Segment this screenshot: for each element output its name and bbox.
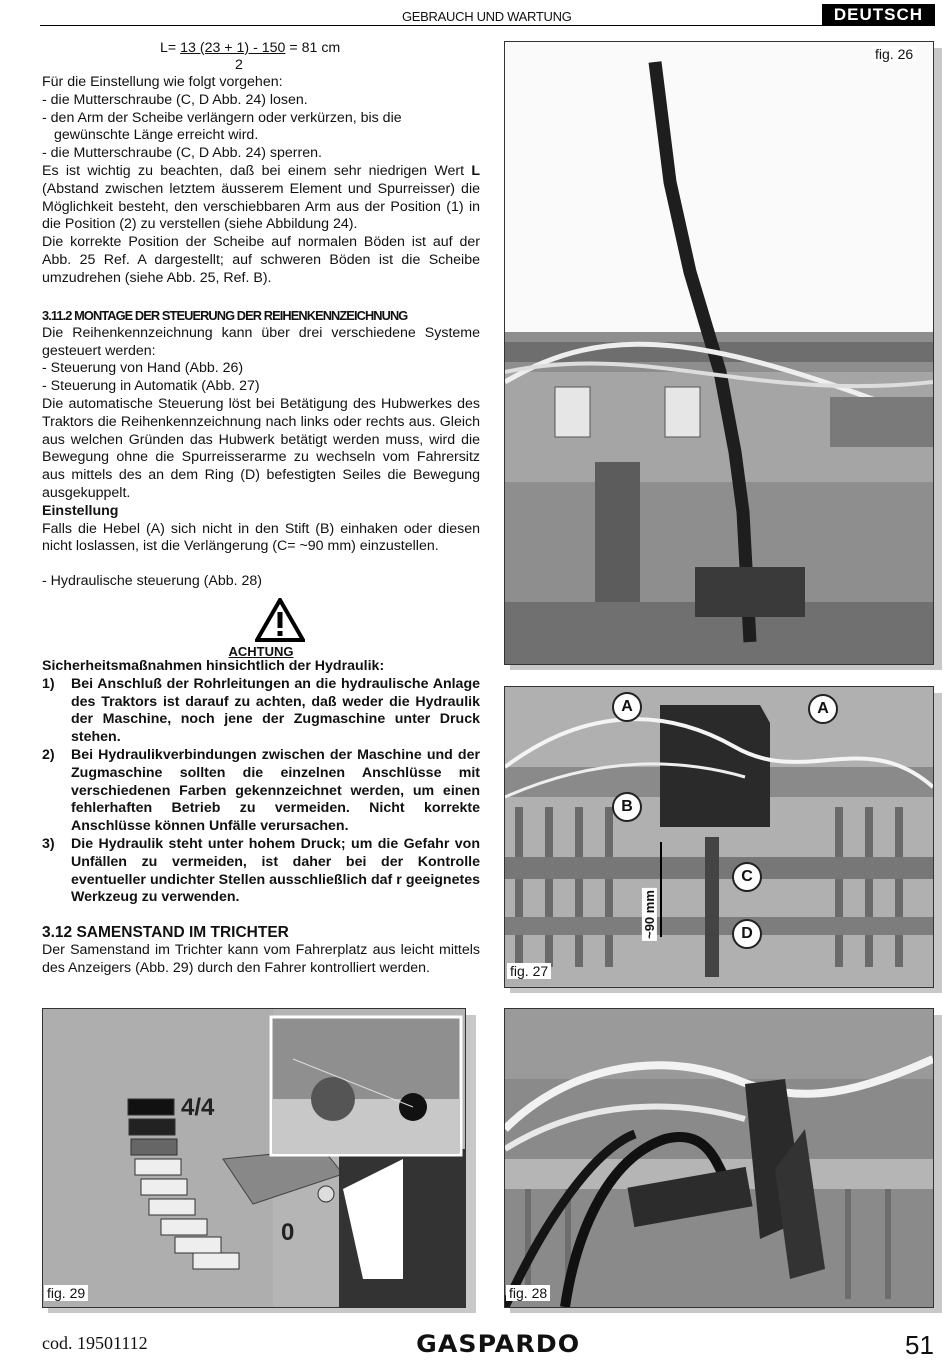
figure-27 xyxy=(504,686,934,988)
bold-letter: L xyxy=(471,162,480,179)
item-text: Bei Hydraulikverbindungen zwischen der Maschine und der Zugmaschine sollten die einzelnen Anschlüsse mit verschiedenen Farben gekennzeichnet werden, um einen fehlerhaften Betrieb zu vermeiden. Nicht korrekte Anschlüsse können Unfälle verursachen. xyxy=(71,746,480,835)
item-number: 3) xyxy=(42,835,55,852)
section-heading: 3.11.2 MONTAGE DER STEUERUNG DER REIHENKENNZEICHNUNG xyxy=(42,308,408,323)
warning-list xyxy=(42,676,480,907)
paragraph: Die korrekte Position der Scheibe auf normalen Böden ist auf der Abb. 25 Ref. A dargestellt; auf schweren Böden ist die Scheibe umzudrehen (siehe Abb. 25, Ref. B). xyxy=(42,234,480,286)
formula xyxy=(160,40,341,73)
formula-numerator: 13 (23 + 1) - 150 xyxy=(180,40,286,56)
fig29-label: fig. 29 xyxy=(44,1285,88,1301)
item-text: Bei Anschluß der Rohrleitungen an die hydraulische Anlage des Traktors ist darauf zu achten, daß weder die Hydraulik der Maschine, noch jene der Zugmaschine unter Druck stehen. xyxy=(71,675,480,746)
text-block-1 xyxy=(42,74,480,288)
line: Für die Einstellung wie folgt vorgehen: xyxy=(42,74,283,90)
list-item: - Hydraulische steuerung (Abb. 28) xyxy=(42,573,263,590)
text: (Abstand zwischen letztem äusserem Element und Spurreisser) die Möglichkeit besteht, den verschiebbaren Arm aus der Position (1) in die Position (2) zu verstellen (siehe Abbildung 24). xyxy=(42,180,480,233)
callout-b: B xyxy=(612,792,642,822)
fig26-photo xyxy=(505,42,933,664)
gauge-full-label: 4/4 xyxy=(181,1094,215,1121)
callout-d: D xyxy=(732,919,762,949)
paragraph: Falls die Hebel (A) sich nicht in den Stift (B) einhaken oder diesen nicht loslassen, ist die Verlängerung (C= ~90 mm) einzustellen. xyxy=(42,520,480,555)
line: - die Mutterschraube (C, D Abb. 24) sperren. xyxy=(42,145,322,162)
line: gewünschte Länge erreicht wird. xyxy=(54,127,259,144)
header-title: GEBRAUCH UND WARTUNG xyxy=(402,9,572,24)
list-item: - Steuerung in Automatik (Abb. 27) xyxy=(42,378,260,395)
page-number: 51 xyxy=(905,1330,934,1360)
callout-c: C xyxy=(732,862,762,892)
warning-item xyxy=(42,747,480,836)
item-text: Die Hydraulik steht unter hohem Druck; um die Gefahr von Unfällen zu vermeiden, ist daher bei der Kontrolle eventueller undichter Stellen ausschließlich daf r geeignetes Werkzeug zu verwenden. xyxy=(71,835,480,906)
figure-28 xyxy=(504,1008,934,1308)
header-rule xyxy=(40,25,935,26)
section-3-11-2 xyxy=(42,307,480,591)
fig27-label: fig. 27 xyxy=(507,963,551,979)
subheading: Einstellung xyxy=(42,502,119,519)
warning-item xyxy=(42,836,480,907)
paragraph: Die automatische Steuerung löst bei Betätigung des Hubwerkes des Traktors die Reihenkennzeichnung nach links oder rechts aus. Gleich aus welchen Gründen das Hubwerk betätigt werden muss, wird die Bewegung ohne die Spurreisserarme zu wechseln vom Fahrersitz aus mittels des an dem Ring (D) befestigten Seiles die Bewegung ausgekuppelt. xyxy=(42,395,480,501)
section-heading: 3.12 SAMENSTAND IM TRICHTER xyxy=(42,924,289,941)
line: - die Mutterschraube (C, D Abb. 24) losen. xyxy=(42,91,308,108)
figure-26 xyxy=(504,41,934,665)
fig27-photo xyxy=(505,687,933,987)
list-item: - Steuerung von Hand (Abb. 26) xyxy=(42,360,244,377)
text: Es ist wichtig zu beachten, daß bei einem sehr niedrigen Wert xyxy=(42,162,472,179)
figure-29 xyxy=(42,1008,466,1308)
warning-content xyxy=(42,658,480,907)
fig28-label: fig. 28 xyxy=(506,1285,550,1301)
warning-item xyxy=(42,676,480,747)
formula-left: L= xyxy=(160,40,181,56)
section-3-12 xyxy=(42,924,480,977)
fig28-photo xyxy=(505,1009,933,1307)
language-badge: DEUTSCH xyxy=(822,4,935,26)
measure-label: ~90 mm xyxy=(641,890,657,939)
item-number: 1) xyxy=(42,675,55,692)
paragraph xyxy=(42,163,480,234)
document-code: cod. 19501112 xyxy=(42,1333,148,1353)
paragraph: Der Samenstand im Trichter kann vom Fahrerplatz aus leicht mittels des Anzeigers (Abb. 29) durch den Fahrer kontrolliert werden. xyxy=(42,941,480,976)
callout-a-right: A xyxy=(808,694,838,724)
gauge-empty-label: 0 xyxy=(281,1219,295,1246)
warning-title: Sicherheitsmaßnahmen hinsichtlich der Hydraulik: xyxy=(42,658,385,674)
fig29-photo xyxy=(43,1009,465,1307)
formula-denominator: 2 xyxy=(235,57,243,73)
fig26-label: fig. 26 xyxy=(872,46,916,62)
achtung-label: ACHTUNG xyxy=(228,644,294,659)
gaspardo-logo: GASPARDO xyxy=(416,1330,581,1358)
line: - den Arm der Scheibe verlängern oder verkürzen, bis die xyxy=(42,109,402,126)
callout-a-left: A xyxy=(612,692,642,722)
formula-right: = 81 cm xyxy=(285,40,341,56)
warning-triangle-icon xyxy=(255,598,305,642)
paragraph: Die Reihenkennzeichnung kann über drei verschiedene Systeme gesteuert werden: xyxy=(42,324,480,359)
item-number: 2) xyxy=(42,746,55,763)
